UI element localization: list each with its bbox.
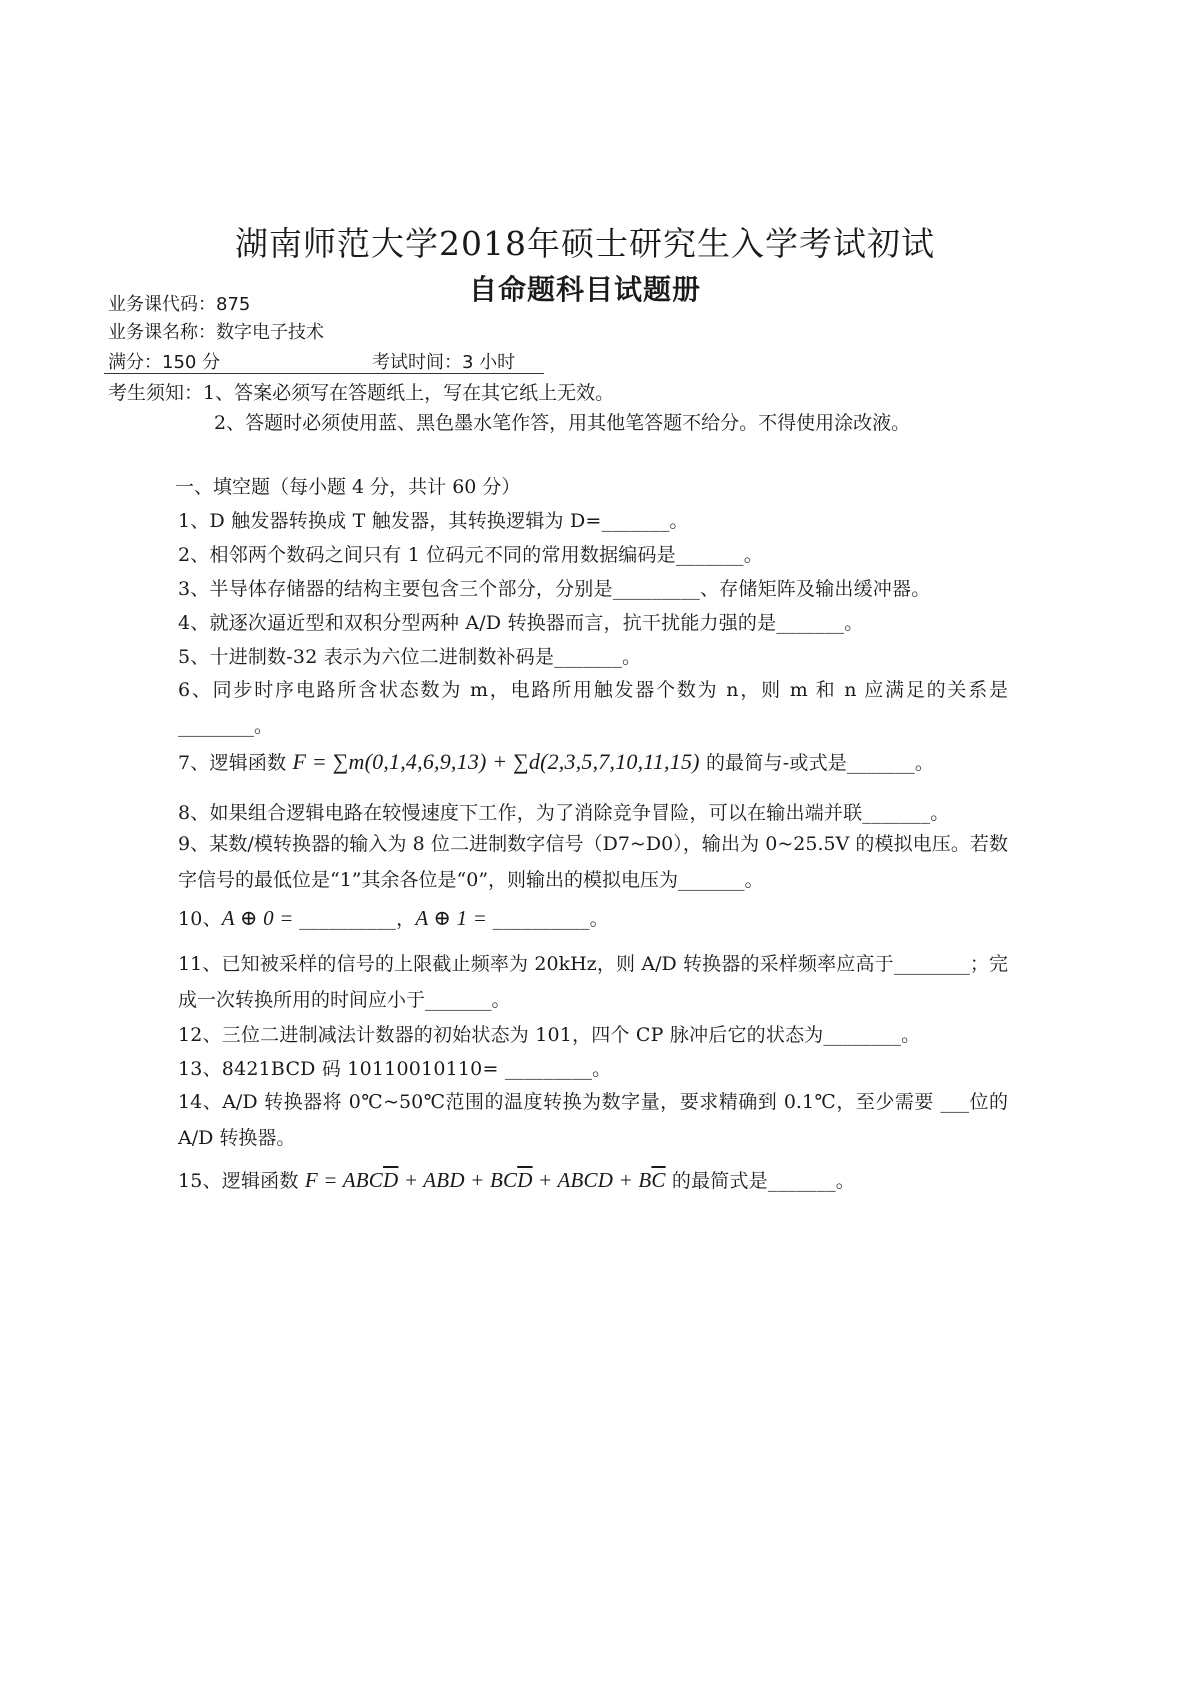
question-13: 13、8421BCD 码 10110010110= _________。 bbox=[178, 1058, 612, 1080]
question-15-d-bar-2: $\overline{D}$ bbox=[517, 1168, 533, 1192]
question-7-formula: F = ∑m(0,1,4,6,9,13) + ∑d(2,3,5,7,10,11,15) bbox=[292, 749, 700, 774]
exam-title: 湖南师范大学2018年硕士研究生入学考试初试 bbox=[235, 224, 935, 263]
question-6: 6、同步时序电路所含状态数为 m，电路所用触发器个数为 n，则 m 和 n 应满足的关系是________。 bbox=[178, 679, 1008, 737]
question-7-suffix: 的最简与-或式是_______。 bbox=[699, 752, 935, 774]
question-4: 4、就逐次逼近型和双积分型两种 A/D 转换器而言，抗干扰能力强的是_______。 bbox=[178, 612, 864, 634]
question-15 bbox=[178, 1166, 855, 1193]
exam-subtitle: 自命题科目试题册 bbox=[468, 273, 701, 306]
question-10-expr-a: A ⊕ 0 = bbox=[221, 906, 300, 930]
question-15-prefix: 15、逻辑函数 bbox=[178, 1170, 305, 1192]
question-1: 1、D 触发器转换成 T 触发器，其转换逻辑为 D=_______。 bbox=[178, 510, 689, 532]
question-10-expr-b: A ⊕ 1 = bbox=[415, 906, 493, 930]
question-11: 11、已知被采样的信号的上限截止频率为 20kHz，则 A/D 转换器的采样频率应高于________；完成一次转换所用的时间应小于_______。 bbox=[178, 953, 1008, 1011]
question-15-formula-f: F = ABC bbox=[304, 1168, 384, 1192]
question-3: 3、半导体存储器的结构主要包含三个部分，分别是_________、存储矩阵及输出缓冲器。 bbox=[178, 578, 931, 600]
question-10-separator: ， bbox=[396, 908, 416, 930]
question-15-formula-mid-2: + ABCD + B bbox=[532, 1168, 652, 1192]
notice-line-2: 2、答题时必须使用蓝、黑色墨水笔作答，用其他笔答题不给分。不得使用涂改液。 bbox=[214, 412, 911, 434]
question-15-suffix: 的最简式是_______。 bbox=[665, 1170, 855, 1192]
question-10 bbox=[178, 904, 609, 931]
question-10-blank-1: __________ bbox=[299, 908, 397, 930]
full-score: 满分：150 分 bbox=[108, 352, 221, 373]
question-10-end: 。 bbox=[589, 908, 609, 930]
question-15-c-bar: $\overline{C}$ bbox=[651, 1168, 666, 1192]
question-10-prefix: 10、 bbox=[178, 908, 222, 930]
course-name: 业务课名称：数字电子技术 bbox=[108, 322, 324, 343]
question-8: 8、如果组合逻辑电路在较慢速度下工作，为了消除竞争冒险，可以在输出端并联_______。 bbox=[178, 802, 950, 824]
question-14: 14、A/D 转换器将 0℃~50℃范围的温度转换为数字量，要求精确到 0.1℃，至少需要 ___位的 A/D 转换器。 bbox=[178, 1091, 1008, 1149]
question-7 bbox=[178, 748, 934, 775]
question-7-prefix: 7、逻辑函数 bbox=[178, 752, 293, 774]
notice-line-1: 考生须知：1、答案必须写在答题纸上，写在其它纸上无效。 bbox=[108, 382, 615, 404]
exam-time: 考试时间：3 小时 bbox=[372, 352, 516, 373]
question-15-formula-mid-1: + ABD + BC bbox=[398, 1168, 518, 1192]
question-10-blank-2: __________ bbox=[492, 908, 590, 930]
question-2: 2、相邻两个数码之间只有 1 位码元不同的常用数据编码是_______。 bbox=[178, 544, 763, 566]
section-title: 一、填空题（每小题 4 分，共计 60 分） bbox=[175, 476, 521, 498]
header-divider bbox=[104, 373, 544, 374]
course-code: 业务课代码：875 bbox=[108, 294, 251, 315]
question-9: 9、某数/模转换器的输入为 8 位二进制数字信号（D7~D0），输出为 0~25.5V 的模拟电压。若数字信号的最低位是“1”其余各位是“0”，则输出的模拟电压为_______。 bbox=[178, 833, 1008, 891]
question-15-d-bar-1: $\overline{D}$ bbox=[383, 1168, 399, 1192]
question-12: 12、三位二进制减法计数器的初始状态为 101，四个 CP 脉冲后它的状态为________。 bbox=[178, 1024, 921, 1046]
question-5: 5、十进制数-32 表示为六位二进制数补码是_______。 bbox=[178, 646, 642, 668]
